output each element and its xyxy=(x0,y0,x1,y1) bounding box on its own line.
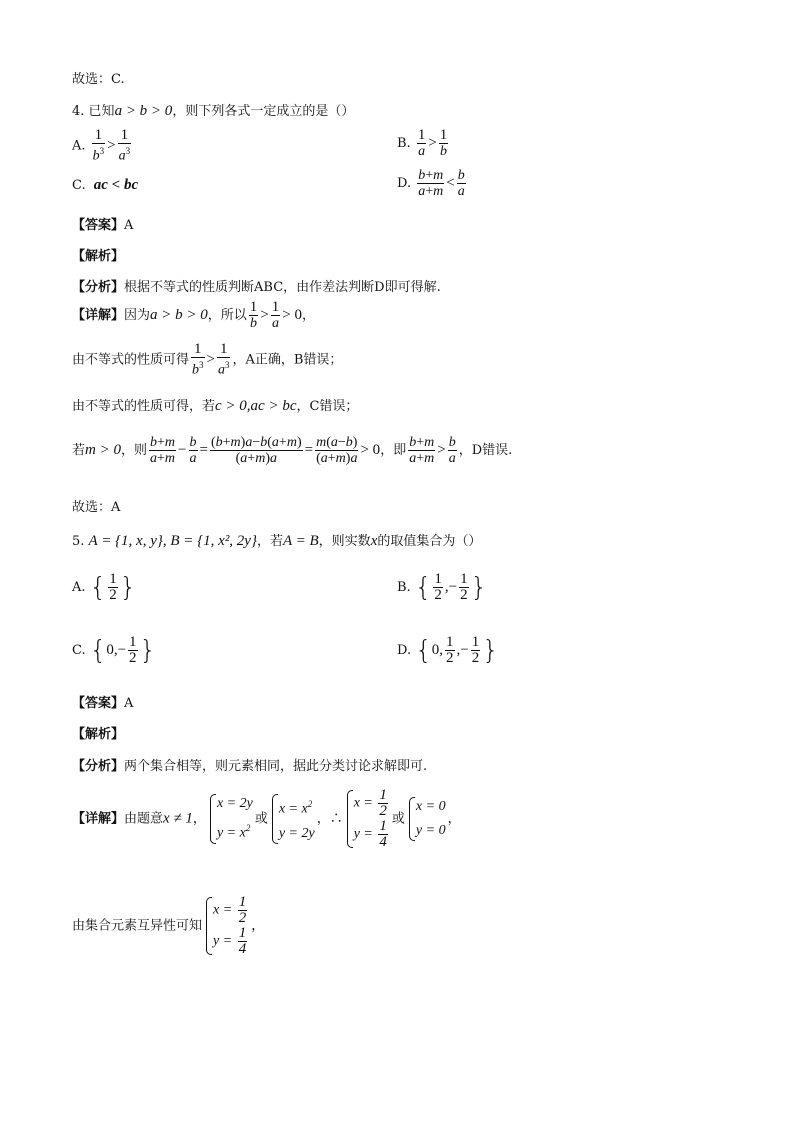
fenxi-text: 两个集合相等，则元素相同，据此分类讨论求解即可. xyxy=(124,759,428,774)
q5-option-c[interactable]: C. {0,− $\frac{1}{2}$ } xyxy=(72,634,157,666)
fraction: $\frac{1}{2}$ xyxy=(471,634,480,666)
equation-system: x = 0 y = 0 xyxy=(407,795,446,843)
q5-option-a[interactable]: A. { $\frac{1}{2}$ } xyxy=(72,571,137,603)
option-label: B. xyxy=(397,136,411,151)
text: 若 xyxy=(72,443,86,458)
option-label: A. xyxy=(72,580,86,595)
q4-option-c[interactable] xyxy=(72,177,138,194)
fraction: $\frac{b}{a}$ xyxy=(189,435,197,466)
math-inline: c > 0,ac > bc xyxy=(215,398,297,414)
math-inline: x ≠ 1 xyxy=(163,810,193,827)
q4-conclusion: 故选：A xyxy=(72,500,121,515)
fraction: $\frac{1}{a}$ xyxy=(271,299,280,331)
q4-analysis-heading xyxy=(72,245,124,264)
answer-tag: 【答案】 xyxy=(72,218,125,233)
text: ，所以 xyxy=(207,308,247,323)
q5-stem xyxy=(72,530,481,550)
fraction: $\frac{b+m}{a+m}$ xyxy=(418,168,444,199)
equation-system: x = 2y $y = x^2$ xyxy=(208,792,253,846)
text: 由不等式的性质可得，若 xyxy=(72,399,216,414)
text: ，C错误； xyxy=(296,399,359,414)
text: 由不等式的性质可得 xyxy=(72,352,190,368)
option-label: D. xyxy=(397,176,412,191)
q4-detail-line1: 【详解】因为a > b > 0，所以 $\frac{1}{b}$ > $\frac{1}{a}$ > 0， xyxy=(72,299,315,331)
q5-option-d[interactable]: D. {0, $\frac{1}{2}$ ,− $\frac{1}{2}$ } xyxy=(397,634,499,666)
fraction: $\frac{1}{b}$ xyxy=(439,127,448,159)
option-label: A. xyxy=(72,138,86,154)
q4-detail-line4: 若m > 0，则 $\frac{b+m}{a+m}$ − $\frac{b}{a}$ = $\frac{(b+m)a-b(a+m)}{(a+m)a}$ = $\frac{m(a-b)}{(a+m)a}$ > 0，即 $\frac{b+m}{a+m}$ > $\frac{b}{a}$ ，D错误. xyxy=(72,435,513,466)
fraction: $\frac{m(a-b)}{(a+m)a}$ xyxy=(316,435,358,466)
q4-condition: a > b > 0 xyxy=(114,103,173,119)
fenxi-tag: 【分析】 xyxy=(72,759,125,774)
fenxi-text: 根据不等式的性质判断ABC，由作差法判断D即可得解. xyxy=(124,280,441,295)
q5-answer xyxy=(72,692,133,711)
equation-system: $x = x^2$ y = 2y xyxy=(270,792,315,846)
q5-analysis-heading xyxy=(72,723,124,742)
text: ，∴ xyxy=(316,811,343,827)
fraction: $\frac{b}{a}$ xyxy=(448,435,456,466)
q4-fenxi xyxy=(72,276,441,295)
option-label: C. xyxy=(72,178,86,193)
text: 因为 xyxy=(124,308,151,323)
math-inline: a > b > 0 xyxy=(150,307,208,323)
option-label: D. xyxy=(397,643,412,658)
text: 的取值集合为（） xyxy=(377,534,482,549)
q4-detail-line2: 由不等式的性质可得 $\frac{1}{b^3}$ > $\frac{1}{a^3}$ ，A正确，B错误； xyxy=(72,341,343,378)
q4-option-a[interactable]: A. $\frac{1}{b^3}$ > $\frac{1}{a^3}$ xyxy=(72,127,131,164)
text: 或 xyxy=(254,811,268,827)
fraction: $\frac{1}{a}$ xyxy=(417,127,426,159)
fraction: $\frac{1}{b}$ xyxy=(249,299,258,331)
text: ， xyxy=(447,811,461,827)
fraction: $\frac{1}{b^3}$ xyxy=(192,341,204,378)
answer-tag: 【答案】 xyxy=(72,696,125,711)
option-label: B. xyxy=(397,580,411,595)
text: ，即 xyxy=(380,443,407,458)
q5-fenxi xyxy=(72,755,427,774)
q4-prefix: 已知 xyxy=(88,104,115,119)
xiangjie-tag: 【详解】 xyxy=(72,811,125,827)
option-c-expression: ac < bc xyxy=(93,177,139,193)
fraction: $\frac{(b+m)a-b(a+m)}{(a+m)a}$ xyxy=(210,435,302,466)
text: ， xyxy=(251,918,265,934)
fraction: $\frac{b+m}{a+m}$ xyxy=(409,435,435,466)
math-inline: A = B xyxy=(282,533,319,549)
equation-system: x = $\frac{1}{2}$ y = $\frac{1}{4}$ xyxy=(204,895,249,957)
text: ，D错误. xyxy=(458,443,513,458)
q4-stem xyxy=(72,100,354,120)
q5-sets: A = {1, x, y}, B = {1, x², 2y} xyxy=(88,533,257,549)
xiangjie-tag: 【详解】 xyxy=(72,308,125,323)
text: 或 xyxy=(391,811,405,827)
q4-suffix: ，则下列各式一定成立的是（） xyxy=(172,104,355,119)
text: ，若 xyxy=(256,534,283,549)
math-inline: x xyxy=(370,533,378,549)
text: 由题意 xyxy=(124,811,164,827)
fraction: $\frac{1}{2}$ xyxy=(109,571,117,603)
fraction: $\frac{1}{a^3}$ xyxy=(217,341,230,378)
analysis-tag: 【解析】 xyxy=(72,727,125,742)
q4-option-d[interactable]: D. $\frac{b+m}{a+m}$ < $\frac{b}{a}$ xyxy=(397,168,465,199)
fraction: $\frac{1}{a^3}$ xyxy=(118,127,131,164)
fraction: $\frac{b}{a}$ xyxy=(457,168,465,199)
fraction: $\frac{1}{b^3}$ xyxy=(92,127,105,164)
fraction: $\frac{1}{2}$ xyxy=(446,634,454,666)
fraction: $\frac{1}{2}$ xyxy=(460,571,468,603)
text: ， xyxy=(192,811,206,827)
math-inline: m > 0 xyxy=(85,442,121,458)
analysis-tag: 【解析】 xyxy=(72,249,125,264)
fraction: $\frac{b+m}{a+m}$ xyxy=(150,435,176,466)
q4-number: 4. xyxy=(72,104,85,119)
equation-system: x = $\frac{1}{2}$ y = $\frac{1}{4}$ xyxy=(345,788,390,850)
fraction: $\frac{1}{2}$ xyxy=(129,634,137,666)
q5-last-line xyxy=(72,895,264,957)
answer-value: A xyxy=(124,218,134,233)
q4-detail-line3 xyxy=(72,395,358,415)
q5-detail xyxy=(72,788,461,850)
answer-value: A xyxy=(124,696,134,711)
text: ，则 xyxy=(120,443,147,458)
text: ，则实数 xyxy=(318,534,371,549)
q5-number: 5. xyxy=(72,534,85,549)
q5-option-b[interactable]: B. { $\frac{1}{2}$ ,− $\frac{1}{2}$ } xyxy=(397,571,488,603)
q4-option-b[interactable]: B. $\frac{1}{a}$ > $\frac{1}{b}$ xyxy=(397,127,448,159)
text: ，A正确，B错误； xyxy=(232,352,343,368)
q3-conclusion: 故选：C. xyxy=(72,72,125,87)
option-label: C. xyxy=(72,643,86,658)
fraction: $\frac{1}{2}$ xyxy=(434,571,442,603)
q4-answer xyxy=(72,214,133,233)
fenxi-tag: 【分析】 xyxy=(72,280,125,295)
text: 由集合元素互异性可知 xyxy=(72,918,203,934)
